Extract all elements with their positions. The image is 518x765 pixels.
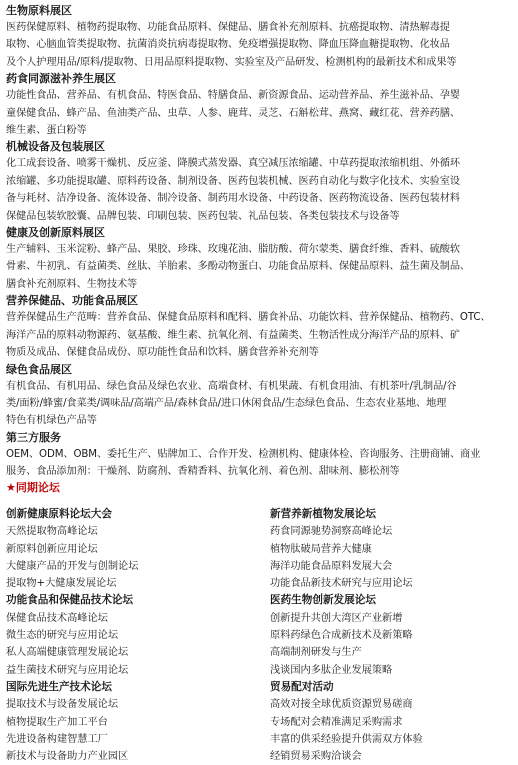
section-body-line: 海洋产品的原料动物源药、氨基酸、维生素、抗氧化剂、有益菌类、生物活性成分海洋产品的原料、矿 xyxy=(6,329,460,341)
section-body-line: 类/面粉/蜂蜜/食菜类/调味品/高端产品/森林食品/进口休闲食品/生态绿色食品、生态农业基地、地理 xyxy=(6,397,447,409)
section-body-line: 特色有机绿色产品等 xyxy=(6,415,97,427)
forum-item: 海洋功能食品原料发展大会 xyxy=(270,560,393,572)
forum-item: 植物提取生产加工平台 xyxy=(6,716,108,728)
section-body xyxy=(6,446,513,481)
forum-item: 高端制剂研发与生产 xyxy=(270,647,362,659)
forum-item: 提取物+大健康发展论坛 xyxy=(6,578,117,590)
section-body-line: 维生素、蛋白粉等 xyxy=(6,125,87,137)
section-body-line: 膳食补充剂原料、生物技术等 xyxy=(6,278,138,290)
forum-group-title: 功能食品和保健品技术论坛 xyxy=(6,594,134,607)
section-body-line: 营养保健品生产范畴：营养食品、保健食品原料和配料、膳食补品、功能饮料、营养保健品、植物药、OTC、 xyxy=(6,312,491,324)
forum-item: 大健康产品的开发与创制论坛 xyxy=(6,560,139,572)
section-body-line: 童保健食品、蜂产品、鱼油类产品、虫草、人参、鹿茸、灵芝、石斛松茸、燕窝、藏红花、营养药膳、 xyxy=(6,107,460,119)
section-title: 健康及创新原料展区 xyxy=(6,226,105,240)
section-body-line: 化工成套设备、喷雾干燥机、反应釜、降膜式蒸发器、真空减压浓缩罐、中草药提取浓缩机组、外循环 xyxy=(6,158,460,170)
forum-item: 原料药绿色合成新技术及新策略 xyxy=(270,630,413,642)
forum-item: 丰富的供采经验提升供需双方体验 xyxy=(270,733,423,745)
forum-item: 提取技术与设备发展论坛 xyxy=(6,699,119,711)
forum-group-title: 国际先进生产技术论坛 xyxy=(6,680,112,693)
forum-heading-text: 同期论坛 xyxy=(15,481,60,494)
section-body xyxy=(6,19,513,71)
forum-item: 新原料创新应用论坛 xyxy=(6,543,98,555)
forum-group-title: 贸易配对活动 xyxy=(270,680,334,693)
section-title: 营养保健品、功能食品展区 xyxy=(6,294,138,308)
forum-group-title: 创新健康原料论坛大会 xyxy=(6,508,112,520)
forum-item: 益生菌技术研究与应用论坛 xyxy=(6,664,129,676)
section-body xyxy=(6,87,513,139)
forum-item: 浅谈国内多肽企业发展策略 xyxy=(270,664,393,676)
section-body xyxy=(6,378,513,430)
forum-heading xyxy=(6,480,60,496)
section-body-line: 功能性食品、营养品、有机食品、特医食品、特膳食品、新资源食品、运动营养品、养生滋补品、孕婴 xyxy=(6,90,460,102)
forum-item: 高效对接全球优质资源贸易磋商 xyxy=(270,699,413,711)
forum-item: 功能食品新技术研究与应用论坛 xyxy=(270,578,413,590)
section-body xyxy=(6,309,513,361)
section-title: 第三方服务 xyxy=(6,430,61,444)
forum-item: 新技术与设备助力产业园区 xyxy=(6,751,129,763)
section-body-line: 保健品包装软胶囊、品牌包装、印刷包装、医药包装、礼品包装、各类包装技术与设备等 xyxy=(6,210,400,222)
forum-group-title: 新营养新植物发展论坛 xyxy=(270,508,376,520)
star-icon: ★ xyxy=(6,481,16,494)
section-body-line: 生产辅料、玉米淀粉、蜂产品、果胶、珍珠、玫瑰花油、脂肪酸、荷尔蒙类、膳食纤维、香料、硫酸软 xyxy=(6,244,460,256)
forum-item: 先进设备构建智慧工厂 xyxy=(6,733,108,745)
forum-item: 微生态的研究与应用论坛 xyxy=(6,630,119,642)
section-body-line: 备与耗材、洁净设备、流体设备、制冷设备、制药用水设备、中药设备、医药物流设备、医药包装材料 xyxy=(6,193,460,205)
forum-item: 药食同源驰势洞察高峰论坛 xyxy=(270,526,393,538)
forum-item: 经销贸易采购洽谈会 xyxy=(270,751,362,763)
section-body-line: 及个人护理用品/原料/提取物、日用品原料提取物、实验室及产品研发、检测机构的最新技术和成果等 xyxy=(6,56,457,68)
section-body-line: 服务、食品添加剂：干燥剂、防腐剂、香精香料、抗氧化剂、着色剂、甜味剂、膨松剂等 xyxy=(6,466,400,478)
forum-item: 植物肽破局营养大健康 xyxy=(270,543,372,555)
section-title: 生物原料展区 xyxy=(6,4,72,17)
forum-item: 天然提取物高峰论坛 xyxy=(6,526,98,538)
forum-item: 专场配对会精准满足采购需求 xyxy=(270,716,403,728)
forum-column-right xyxy=(270,506,518,765)
forum-column-left xyxy=(6,506,256,765)
section-title: 机械设备及包装展区 xyxy=(6,140,105,154)
section-body xyxy=(6,241,513,293)
section-title: 药食同源滋补养生展区 xyxy=(6,72,116,86)
exhibition-sections xyxy=(6,3,513,481)
section-body-line: 浓缩罐、多功能提取罐、原料药设备、制剂设备、医药包装机械、医药自动化与数字化技术、实验室设 xyxy=(6,175,460,187)
section-body-line: 骨素、牛初乳、有益菌类、丝肽、羊胎素、多酚动物蛋白、功能食品原料、保健品原料、益生菌及制品、 xyxy=(6,261,471,273)
forum-item: 保健食品技术高峰论坛 xyxy=(6,612,108,624)
section-body xyxy=(6,155,513,225)
forum-item: 私人高端健康管理发展论坛 xyxy=(6,647,129,659)
forum-group-title: 医药生物创新发展论坛 xyxy=(270,594,376,607)
forum-item: 创新提升共创大湾区产业新增 xyxy=(270,612,403,624)
section-body-line: 取物、心脑血管类提取物、抗菌消炎抗病毒提取物、免疫增强提取物、降血压降血糖提取物、化妆品 xyxy=(6,39,450,51)
section-body-line: OEM、ODM、OBM、委托生产、贴牌加工、合作开发、检测机构、健康体检、咨询服务、注册商铺、商业 xyxy=(6,448,481,460)
section-body-line: 医药保健原料、植物药提取物、功能食品原料、保健品、膳食补充剂原料、抗癌提取物、清热解毒提 xyxy=(6,22,450,33)
section-body-line: 物质及成品、保健食品成份、原功能性食品和饮料、膳食营养补充剂等 xyxy=(6,347,319,359)
section-body-line: 有机食品、有机用品、绿色食品及绿色农业、高端食材、有机果蔬、有机食用油、有机茶叶/乳制品/谷 xyxy=(6,380,457,392)
section-title: 绿色食品展区 xyxy=(6,362,72,376)
